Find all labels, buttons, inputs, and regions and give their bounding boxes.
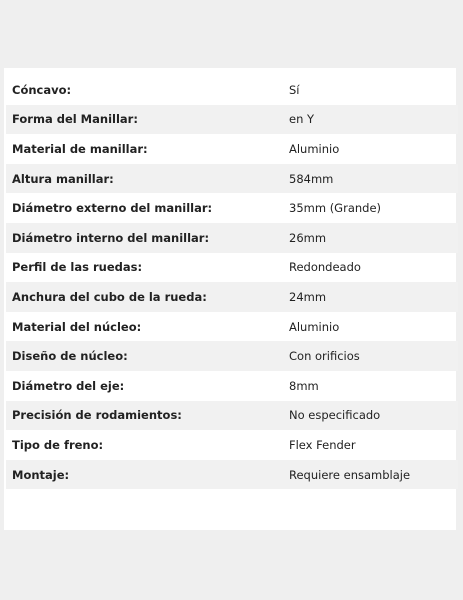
spec-row-diametro-externo [6,193,458,223]
spec-value: 8mm [289,378,319,393]
spec-value: Aluminio [289,319,340,334]
spec-row-diseno-nucleo [6,341,458,371]
spec-row-concavo [6,75,458,105]
spec-value: Flex Fender [289,437,356,452]
spec-row-precision-rodamientos [6,401,458,431]
spec-label: Forma del Manillar: [12,112,138,127]
spec-label: Cóncavo: [12,82,72,97]
spec-label: Diámetro del eje: [12,378,125,393]
spec-value: Con orificios [289,349,360,364]
spec-label: Tipo de freno: [12,437,104,452]
spec-label: Perfil de las ruedas: [12,260,143,275]
spec-label: Material de manillar: [12,141,148,156]
spec-value: 584mm [289,171,334,186]
spec-label: Diseño de núcleo: [12,349,128,364]
spec-row-material-manillar [6,134,458,164]
spec-card [4,68,456,530]
spec-value: 26mm [289,230,327,245]
spec-label: Material del núcleo: [12,319,142,334]
spec-value: No especificado [289,408,381,423]
spec-row-diametro-eje [6,371,458,401]
spec-label: Altura manillar: [12,171,114,186]
spec-value: 35mm (Grande) [289,201,382,216]
spec-value: Aluminio [289,141,340,156]
spec-label: Diámetro interno del manillar: [12,230,210,245]
spec-row-anchura-cubo [6,282,458,312]
spec-label: Diámetro externo del manillar: [12,201,213,216]
spec-row-altura-manillar [6,164,458,194]
spec-value: Sí [289,82,300,97]
spec-row-material-nucleo [6,312,458,342]
spec-label: Anchura del cubo de la rueda: [12,289,207,304]
spec-value: Redondeado [289,260,361,275]
spec-value: 24mm [289,289,327,304]
spec-label: Precisión de rodamientos: [12,408,182,423]
spec-row-forma-manillar [6,105,458,135]
spec-table [6,75,458,489]
spec-row-perfil-ruedas [6,253,458,283]
spec-row-montaje [6,460,458,490]
spec-label: Montaje: [12,467,70,482]
spec-value: Requiere ensamblaje [289,467,411,482]
spec-value: en Y [289,112,315,127]
spec-row-tipo-freno [6,430,458,460]
spec-row-diametro-interno [6,223,458,253]
